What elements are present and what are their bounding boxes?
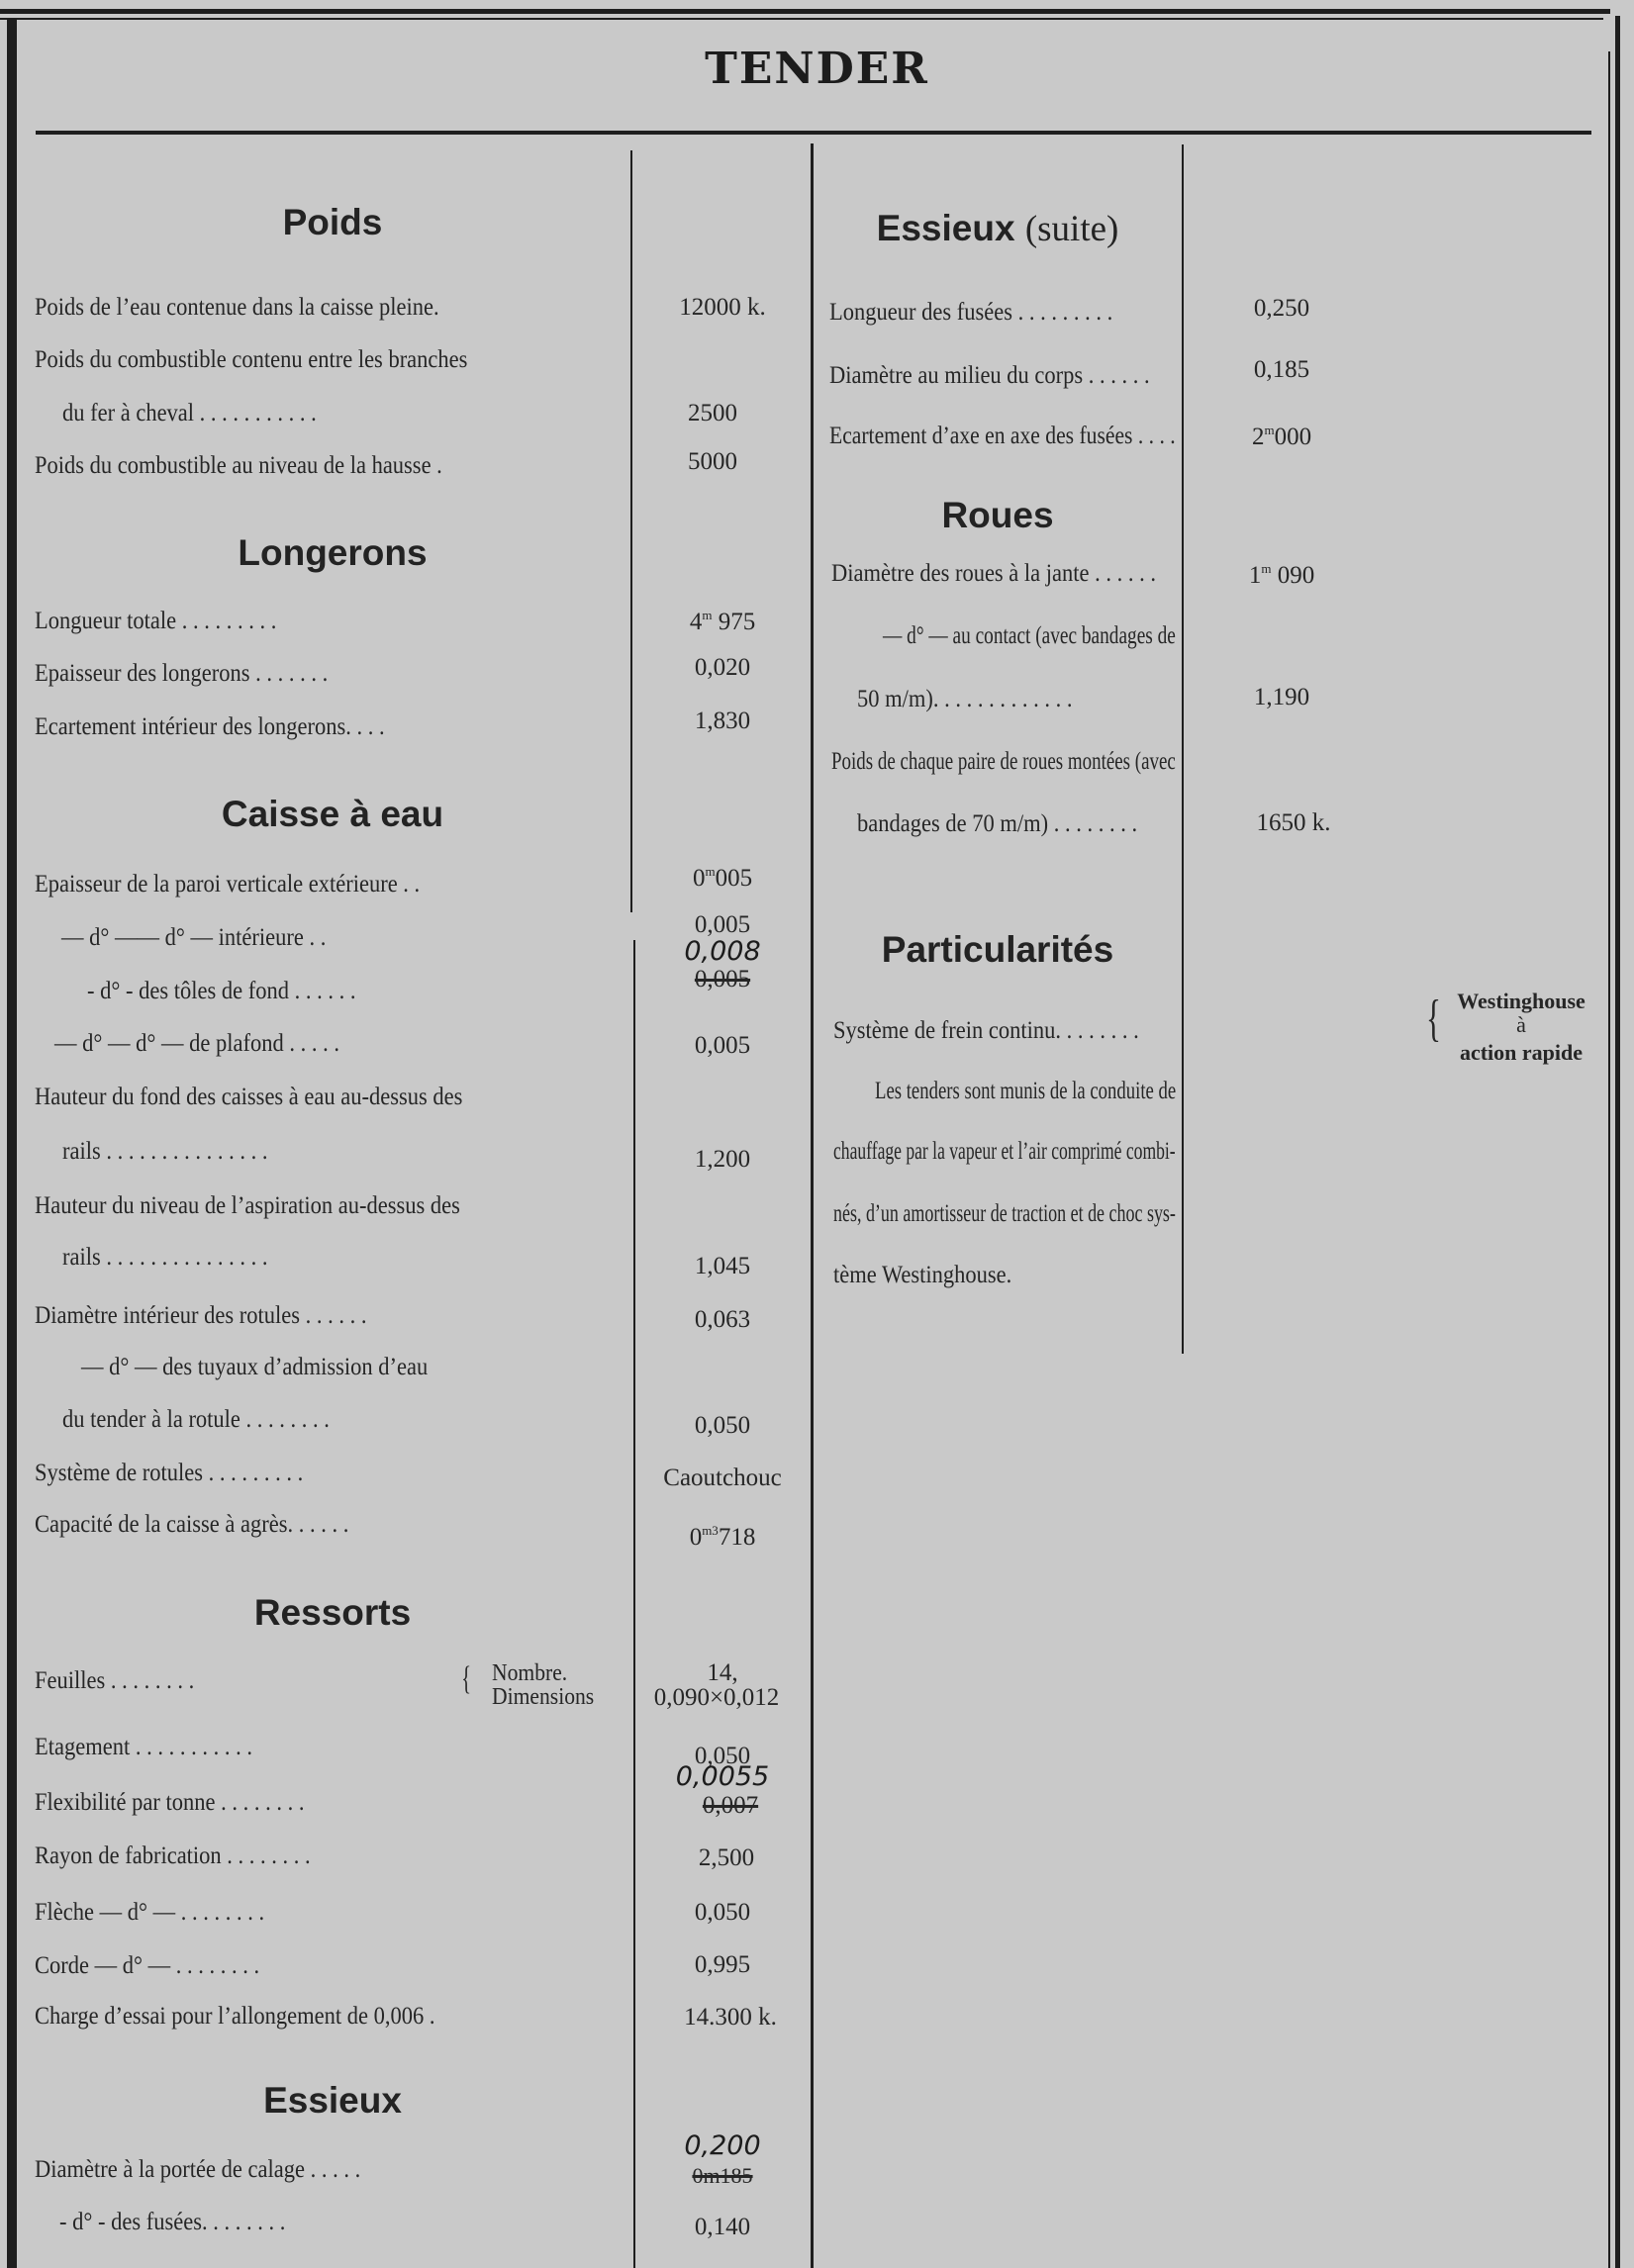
right-value-divider bbox=[1182, 144, 1184, 1354]
value-main: 0 bbox=[689, 1524, 703, 1551]
row-label: Poids de l’eau contenue dans la caisse pleine. bbox=[35, 294, 439, 321]
right-border-thick bbox=[1615, 16, 1620, 2268]
value-main: 0 bbox=[692, 865, 706, 892]
row-label: Ecartement d’axe en axe des fusées . . . . bbox=[829, 423, 1176, 449]
frein-value-line: action rapide bbox=[1459, 1040, 1584, 1065]
row-value: 1,190 bbox=[1253, 684, 1310, 710]
row-label: Poids du combustible au niveau de la hausse . bbox=[35, 452, 442, 479]
row-label: Flexibilité par tonne . . . . . . . . bbox=[35, 1789, 305, 1816]
value-rest: 975 bbox=[712, 609, 756, 635]
frein-label: Système de frein continu. . . . . . . . bbox=[833, 1017, 1139, 1044]
row-value: 12000 k. bbox=[679, 294, 766, 321]
section-heading-roues: Roues bbox=[941, 495, 1054, 535]
row-label: Corde — d° — . . . . . . . . bbox=[35, 1952, 260, 1979]
row-label: Rayon de fabrication . . . . . . . . bbox=[35, 1843, 311, 1869]
section-heading-essieux: Essieux bbox=[263, 2080, 402, 2121]
row-value bbox=[1188, 554, 1376, 589]
row-label: Epaisseur des longerons . . . . . . . bbox=[35, 660, 329, 687]
top-rule-thick bbox=[0, 9, 1610, 14]
row-value: 1650 k. bbox=[1256, 809, 1331, 836]
row-value: 0,185 bbox=[1253, 356, 1310, 383]
row-value: 1,830 bbox=[694, 708, 751, 734]
row-label: Capacité de la caisse à agrès. . . . . . bbox=[35, 1511, 349, 1538]
left-value-divider-lower bbox=[633, 940, 635, 2268]
row-value: 2,500 bbox=[698, 1844, 755, 1871]
brace-icon: { bbox=[461, 1660, 472, 1697]
struck-value: 0,005 bbox=[694, 966, 751, 992]
section-heading-poids: Poids bbox=[282, 202, 383, 242]
row-label: Flèche — d° — . . . . . . . . bbox=[35, 1899, 265, 1926]
row-value: 1,200 bbox=[694, 1146, 751, 1173]
row-label: du tender à la rotule . . . . . . . . bbox=[62, 1406, 330, 1433]
handwritten-correction: 0,0055 bbox=[675, 1761, 770, 1792]
handwritten-correction: 0,200 bbox=[684, 2130, 761, 2161]
page-title: TENDER bbox=[705, 44, 929, 94]
row-label: Diamètre au milieu du corps . . . . . . bbox=[829, 362, 1150, 389]
value-unit: m3 bbox=[702, 1523, 719, 1538]
value-rest: 000 bbox=[1274, 424, 1312, 450]
row-value bbox=[1188, 416, 1376, 450]
left-value-divider bbox=[630, 150, 632, 912]
handwritten-correction: 0,008 bbox=[684, 936, 761, 967]
value-unit: m bbox=[1264, 423, 1275, 437]
row-value: 0,020 bbox=[694, 654, 751, 681]
left-border bbox=[7, 20, 17, 2268]
feuilles-value-dimensions: 0,090×0,012 bbox=[653, 1684, 780, 1711]
row-label: bandages de 70 m/m) . . . . . . . . bbox=[857, 810, 1138, 837]
top-rule-thin bbox=[0, 18, 1603, 20]
row-label: Système de rotules . . . . . . . . . bbox=[35, 1460, 304, 1486]
struck-value: 0,007 bbox=[702, 1792, 759, 1819]
row-value: 0,050 bbox=[694, 1743, 751, 1769]
row-value: 0,140 bbox=[694, 2214, 751, 2240]
row-label: Diamètre des roues à la jante . . . . . . bbox=[831, 560, 1157, 587]
paragraph-line: chauffage par la vapeur et l’air comprimé combi- bbox=[833, 1138, 1176, 1165]
row-label: 50 m/m). . . . . . . . . . . . . bbox=[857, 686, 1073, 712]
row-label: — d° — au contact (avec bandages de bbox=[883, 622, 1176, 649]
row-value: 5000 bbox=[688, 448, 737, 475]
row-label: Hauteur du niveau de l’aspiration au-dessus des bbox=[35, 1192, 460, 1219]
value-unit: m bbox=[1261, 561, 1272, 576]
section-heading-ressorts: Ressorts bbox=[253, 1592, 412, 1633]
paragraph-line: tème Westinghouse. bbox=[833, 1262, 1012, 1288]
row-label: Diamètre intérieur des rotules . . . . . . bbox=[35, 1302, 367, 1329]
row-value: 0,250 bbox=[1253, 295, 1310, 322]
row-label: Feuilles . . . . . . . . bbox=[35, 1667, 195, 1694]
value-main: 2 bbox=[1251, 424, 1265, 450]
row-value bbox=[633, 1516, 812, 1551]
value-unit: m bbox=[705, 864, 716, 879]
column-separator bbox=[811, 143, 814, 2268]
section-heading-caisse-a-eau: Caisse à eau bbox=[221, 794, 444, 834]
value-unit: m bbox=[702, 608, 713, 622]
struck-value: 0m185 bbox=[692, 2163, 753, 2188]
right-border-thin bbox=[1608, 51, 1610, 2268]
row-label: Longueur totale . . . . . . . . . bbox=[35, 608, 277, 634]
row-label: rails . . . . . . . . . . . . . . . bbox=[62, 1244, 268, 1271]
row-value: 0,005 bbox=[694, 1032, 751, 1059]
feuilles-sub-label-nombre: Nombre. bbox=[492, 1660, 568, 1686]
row-value: Caoutchouc bbox=[663, 1465, 782, 1491]
row-value: 0,063 bbox=[694, 1306, 751, 1333]
brace-icon: { bbox=[1425, 991, 1441, 1047]
row-label: Longueur des fusées . . . . . . . . . bbox=[829, 299, 1113, 326]
row-label: Poids du combustible contenu entre les branches bbox=[35, 346, 468, 373]
feuilles-sub-label-dimensions: Dimensions bbox=[492, 1684, 595, 1710]
row-value bbox=[633, 601, 812, 635]
value-main: 1 bbox=[1248, 562, 1262, 589]
row-label: Epaisseur de la paroi verticale extérieure . . bbox=[35, 871, 421, 898]
row-label: Etagement . . . . . . . . . . . bbox=[35, 1734, 252, 1760]
row-label: - d° - des tôles de fond . . . . . . bbox=[87, 978, 356, 1004]
value-rest: 005 bbox=[715, 865, 753, 892]
row-label: Ecartement intérieur des longerons. . . . bbox=[35, 713, 385, 740]
row-label: du fer à cheval . . . . . . . . . . . bbox=[62, 400, 317, 426]
row-label: — d° — des tuyaux d’admission d’eau bbox=[81, 1354, 429, 1380]
feuilles-value-nombre: 14, bbox=[707, 1659, 738, 1686]
frein-value-line: Westinghouse bbox=[1457, 989, 1586, 1013]
row-label: rails . . . . . . . . . . . . . . . bbox=[62, 1138, 268, 1165]
value-rest: 718 bbox=[718, 1524, 756, 1551]
section-heading-longerons: Longerons bbox=[238, 532, 428, 573]
row-label: Charge d’essai pour l’allongement de 0,006 . bbox=[35, 2003, 435, 2030]
value-rest: 090 bbox=[1271, 562, 1315, 589]
row-label: Hauteur du fond des caisses à eau au-dessus des bbox=[35, 1084, 463, 1110]
row-value: 0,050 bbox=[694, 1412, 751, 1439]
row-value: 0,005 bbox=[694, 911, 751, 938]
row-value: 0,050 bbox=[694, 1899, 751, 1926]
row-label: - d° - des fusées. . . . . . . . bbox=[59, 2209, 286, 2235]
paragraph-line: nés, d’un amortisseur de traction et de choc sys- bbox=[833, 1200, 1176, 1227]
section-heading-essieux-suite bbox=[814, 208, 1182, 250]
row-label: — d° —— d° — intérieure . . bbox=[61, 924, 327, 951]
row-value: 2500 bbox=[688, 400, 737, 426]
header-rule bbox=[36, 131, 1591, 135]
paragraph-line: Les tenders sont munis de la conduite de bbox=[875, 1078, 1177, 1104]
section-heading-particularites: Particularités bbox=[881, 929, 1114, 970]
row-value: 0,995 bbox=[694, 1951, 751, 1978]
row-value: 1,045 bbox=[694, 1253, 751, 1279]
row-label: — d° — d° — de plafond . . . . . bbox=[54, 1030, 339, 1057]
row-label: Diamètre à la portée de calage . . . . . bbox=[35, 2156, 361, 2183]
heading-suffix: (suite) bbox=[1024, 209, 1119, 249]
row-label: Poids de chaque paire de roues montées (avec bbox=[831, 748, 1176, 775]
row-value bbox=[633, 857, 812, 892]
row-value: 14.300 k. bbox=[684, 2004, 777, 2031]
value-main: 4 bbox=[689, 609, 703, 635]
heading-text: Essieux bbox=[876, 208, 1015, 248]
frein-value-line: à bbox=[1516, 1012, 1526, 1037]
